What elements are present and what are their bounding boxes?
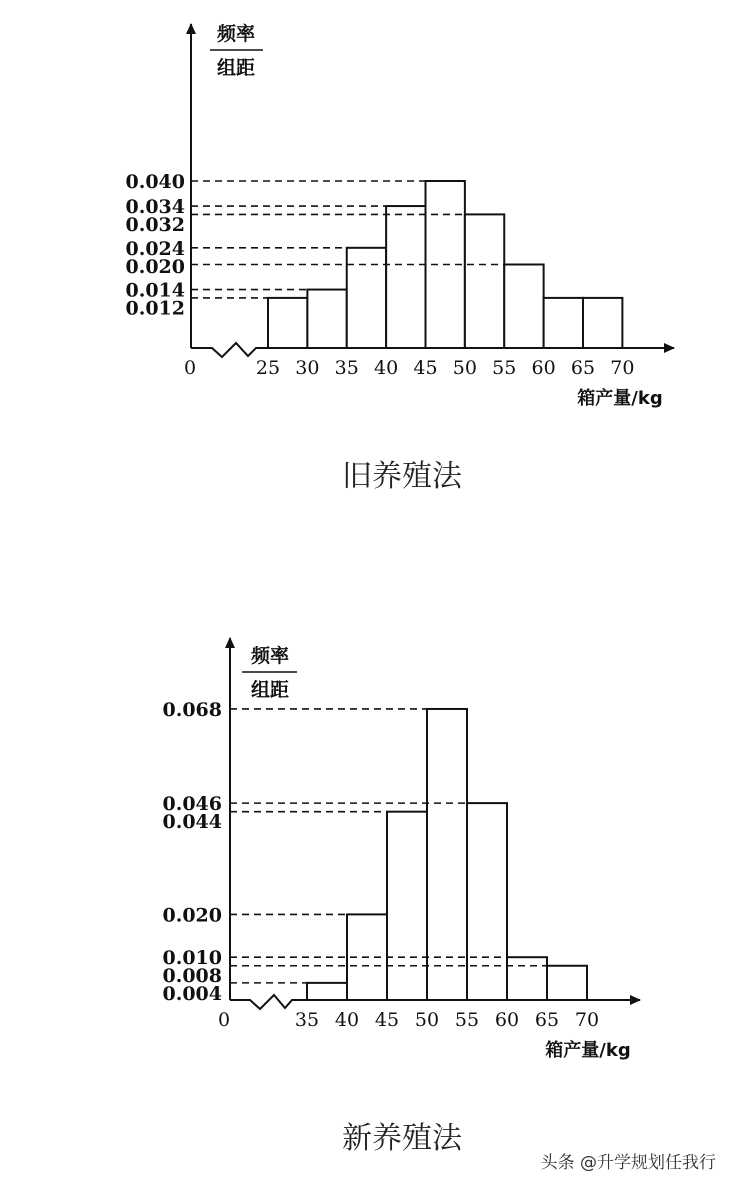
- x-tick-65: 65: [570, 357, 596, 379]
- y-tick-0.046: 0.046: [162, 793, 222, 816]
- x-tick-55: 55: [454, 1009, 480, 1031]
- new-method-caption: 新养殖法: [342, 1121, 462, 1156]
- origin-label: 0: [183, 357, 197, 379]
- y-tick-0.044: 0.044: [162, 811, 222, 834]
- bar-55-60: [504, 265, 543, 349]
- x-tick-70: 70: [610, 357, 635, 379]
- bar-50-55: [465, 214, 504, 348]
- bar-30-35: [307, 290, 346, 348]
- y-tick-0.024: 0.024: [125, 237, 185, 260]
- bar-65-70: [547, 966, 587, 1000]
- x-tick-65: 65: [534, 1009, 560, 1031]
- x-tick-55: 55: [492, 357, 517, 379]
- bar-65-70: [583, 298, 622, 348]
- x-tick-25: 25: [255, 357, 281, 379]
- y-tick-0.012: 0.012: [125, 297, 185, 320]
- bar-60-65: [507, 957, 547, 1000]
- bar-35-40: [307, 983, 347, 1000]
- x-tick-60: 60: [494, 1009, 520, 1031]
- ylabel-top: 频率: [216, 23, 256, 45]
- x-tick-40: 40: [334, 1009, 360, 1031]
- bar-45-50: [387, 812, 427, 1000]
- y-tick-labels: [126, 171, 186, 320]
- origin-label: 0: [217, 1009, 231, 1031]
- y-tick-0.020: 0.020: [125, 255, 185, 278]
- ylabel-bottom: 组距: [216, 57, 256, 79]
- x-tick-70: 70: [574, 1009, 600, 1031]
- x-axis-label: 箱产量/kg: [577, 388, 663, 409]
- old-method-histogram: [126, 22, 675, 409]
- y-tick-0.010: 0.010: [162, 947, 222, 970]
- y-tick-0.068: 0.068: [162, 698, 222, 721]
- old-method-caption: 旧养殖法: [342, 459, 462, 494]
- bar-25-30: [268, 298, 307, 348]
- x-tick-50: 50: [414, 1009, 440, 1031]
- bar-35-40: [347, 248, 386, 348]
- x-tick-40: 40: [374, 357, 399, 379]
- y-tick-0.032: 0.032: [125, 214, 185, 237]
- watermark: 头条 @升学规划任我行: [540, 1153, 716, 1173]
- x-tick-35: 35: [334, 357, 359, 379]
- y-tick-0.004: 0.004: [162, 983, 222, 1006]
- x-tick-45: 45: [413, 357, 438, 379]
- y-tick-0.040: 0.040: [125, 171, 185, 193]
- bar-55-60: [467, 803, 507, 1000]
- x-tick-35: 35: [294, 1009, 320, 1031]
- y-tick-0.008: 0.008: [162, 965, 222, 988]
- x-tick-60: 60: [531, 357, 556, 379]
- y-tick-0.034: 0.034: [125, 196, 185, 219]
- x-tick-30: 30: [295, 357, 320, 379]
- y-tick-0.020: 0.020: [162, 904, 222, 927]
- x-tick-45: 45: [374, 1009, 400, 1031]
- y-tick-labels: [163, 699, 223, 1005]
- bars: [307, 709, 587, 1000]
- bar-40-45: [386, 206, 425, 348]
- bar-60-65: [544, 298, 583, 348]
- ylabel-top: 频率: [250, 645, 290, 667]
- y-tick-0.014: 0.014: [125, 279, 185, 302]
- new-method-histogram: [163, 638, 641, 1061]
- bar-50-55: [427, 709, 467, 1000]
- ylabel-bottom: 组距: [250, 679, 290, 701]
- x-tick-labels: [256, 357, 635, 379]
- x-tick-50: 50: [452, 357, 477, 379]
- x-axis-label: 箱产量/kg: [545, 1040, 631, 1061]
- x-tick-labels: [295, 1009, 599, 1031]
